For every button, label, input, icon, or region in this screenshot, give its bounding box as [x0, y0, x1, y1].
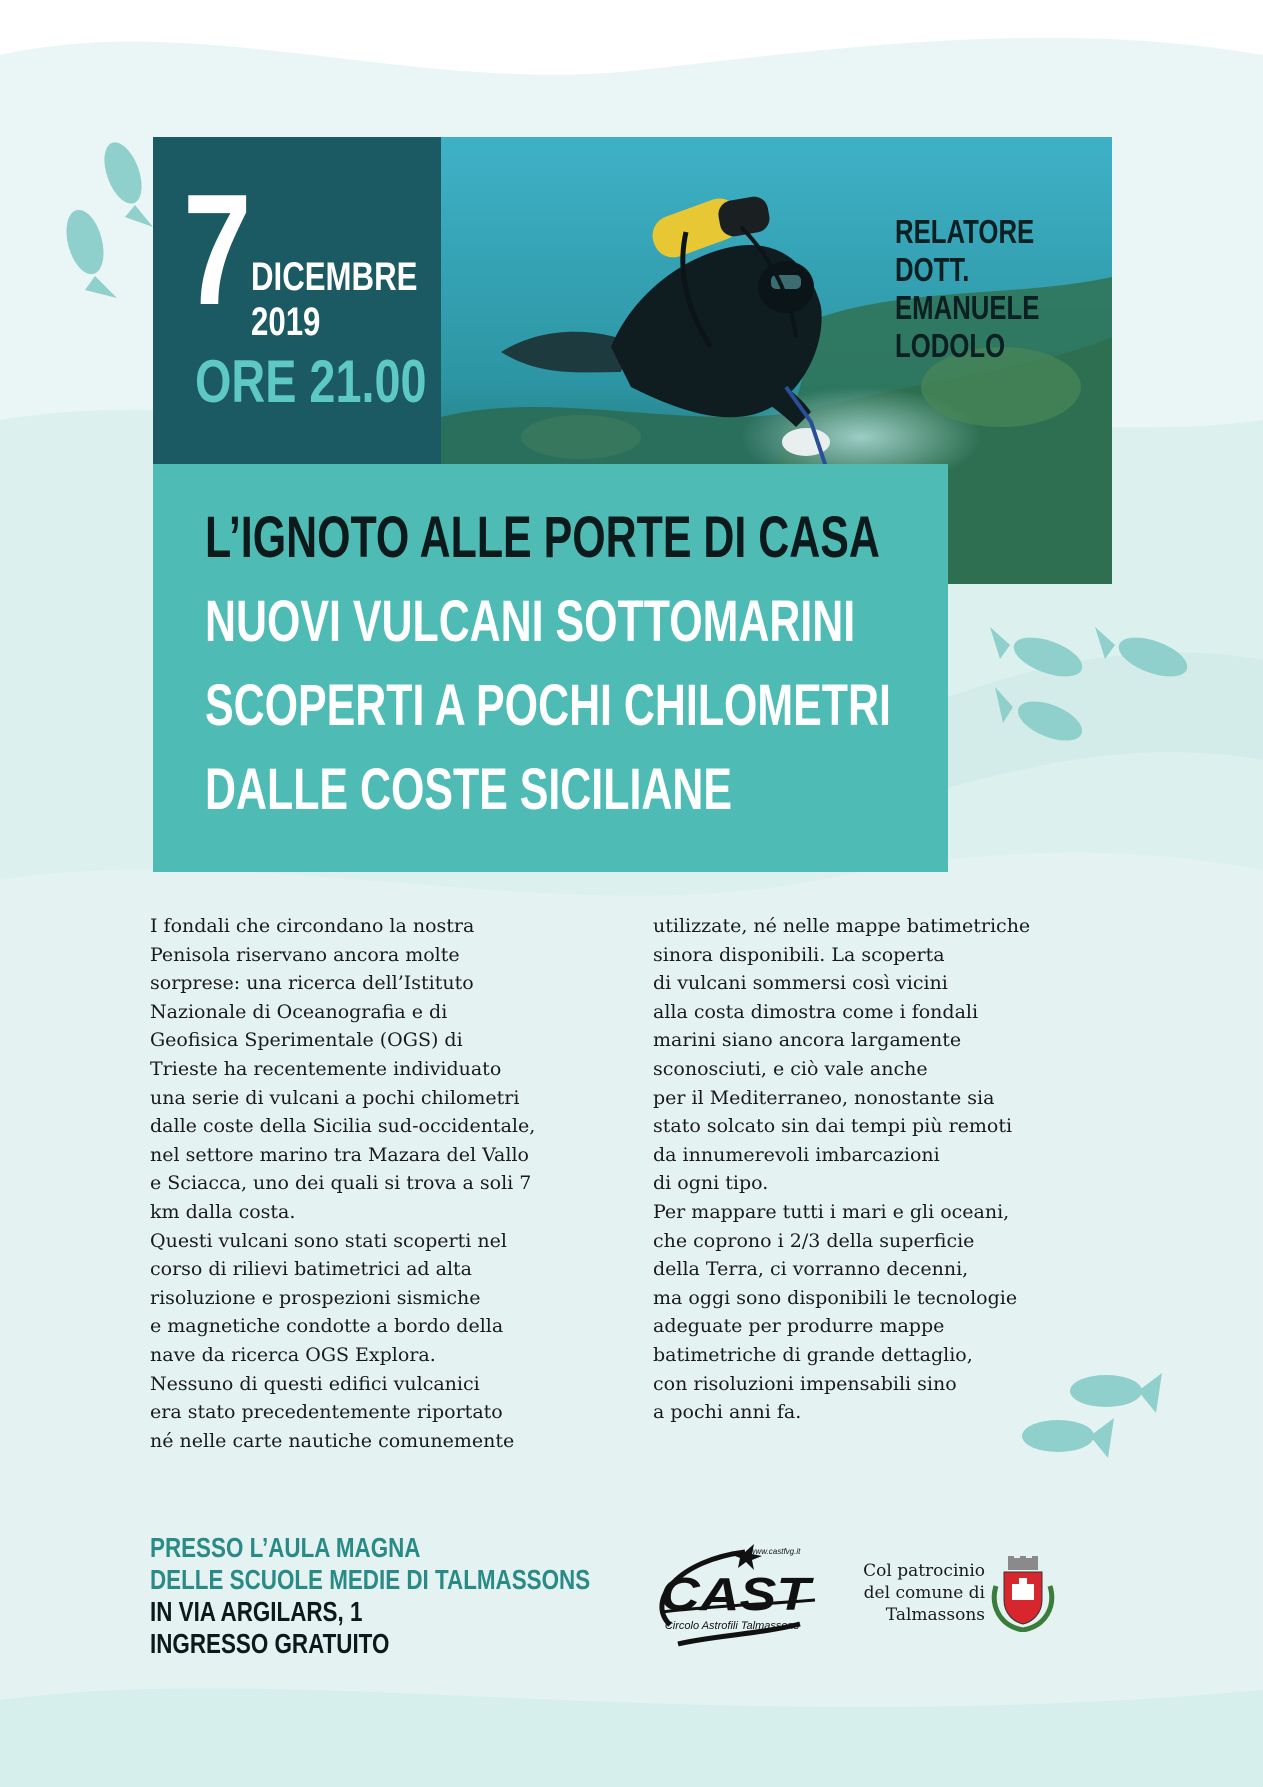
- text-line: con risoluzioni impensabili sino: [653, 1372, 957, 1395]
- text-line: stato solcato sin dai tempi più remoti: [653, 1115, 1013, 1138]
- speaker-title: DOTT.: [895, 251, 970, 288]
- text-line: nave da ricerca OGS Explora.: [150, 1343, 436, 1366]
- municipal-crest-icon: [990, 1556, 1056, 1632]
- text-line: sorprese: una ricerca dell’Istituto: [150, 972, 474, 995]
- cast-logo-url: www.castfvg.it: [749, 1547, 801, 1556]
- text-line: adeguate per produrre mappe: [653, 1315, 945, 1338]
- text-line: era stato precedentemente riportato: [150, 1401, 503, 1424]
- venue-info: [150, 1532, 590, 1660]
- subtitle-line-3: DALLE COSTE SICILIANE: [205, 757, 732, 822]
- venue-line-1: PRESSO L’AULA MAGNA: [150, 1532, 421, 1563]
- text-line: per il Mediterraneo, nonostante sia: [653, 1086, 995, 1109]
- text-line: che coprono i 2/3 della superficie: [653, 1229, 975, 1252]
- text-line: una serie di vulcani a pochi chilometri: [150, 1086, 520, 1109]
- text-line: Per mappare tutti i mari e gli oceani,: [653, 1200, 1010, 1223]
- title-panel: [153, 464, 948, 872]
- text-line: Questi vulcani sono stati scoperti nel: [150, 1229, 507, 1252]
- text-line: di ogni tipo.: [653, 1172, 769, 1195]
- text-line: Nessuno di questi edifici vulcanici: [150, 1372, 480, 1395]
- text-line: risoluzione e prospezioni sismiche: [150, 1286, 481, 1309]
- text-line: alla costa dimostra come i fondali: [653, 1000, 979, 1023]
- body-text-left: [150, 912, 590, 1455]
- event-day: 7: [183, 162, 252, 338]
- patronage-text: [855, 1560, 985, 1626]
- text-line: I fondali che circondano la nostra: [150, 915, 475, 937]
- cast-logo-tagline: Circolo Astrofili Talmassons: [664, 1620, 800, 1632]
- fish-icon: [990, 625, 1090, 685]
- event-time: ORE 21.00: [195, 348, 427, 415]
- speaker-info: [895, 213, 1039, 365]
- text-line: della Terra, ci vorranno decenni,: [653, 1258, 969, 1281]
- patronage-line-3: Talmassons: [885, 1605, 985, 1625]
- body-text-right: [653, 912, 1093, 1427]
- fish-icon: [55, 200, 120, 305]
- text-line: da innumerevoli imbarcazioni: [653, 1143, 940, 1166]
- text-line: corso di rilievi batimetrici ad alta: [150, 1258, 472, 1281]
- text-line: Penisola riservano ancora molte: [150, 943, 460, 966]
- text-line: di vulcani sommersi così vicini: [653, 972, 948, 995]
- text-line: dalle coste della Sicilia sud-occidentale,: [150, 1115, 536, 1138]
- venue-line-2: DELLE SCUOLE MEDIE DI TALMASSONS: [150, 1564, 591, 1595]
- text-line: né nelle carte nautiche comunemente: [150, 1429, 515, 1452]
- subtitle-line-2: SCOPERTI A POCHI CHILOMETRI: [205, 673, 891, 738]
- text-line: Geofisica Sperimentale (OGS) di: [150, 1029, 463, 1052]
- subtitle-line-1: NUOVI VULCANI SOTTOMARINI: [205, 589, 856, 654]
- event-year: 2019: [251, 300, 321, 344]
- text-line: km dalla costa.: [150, 1200, 296, 1223]
- text-line: sconosciuti, e ciò vale anche: [653, 1057, 928, 1080]
- date-panel: [153, 137, 441, 464]
- cast-logo-text: CAST: [660, 1568, 815, 1620]
- venue-entry: INGRESSO GRATUITO: [150, 1628, 390, 1659]
- patronage-line-2: del comune di: [863, 1583, 985, 1603]
- main-title: L’IGNOTO ALLE PORTE DI CASA: [205, 505, 880, 570]
- speaker-role: RELATORE: [895, 213, 1035, 250]
- cast-logo: [650, 1540, 820, 1650]
- venue-address: IN VIA ARGILARS, 1: [150, 1596, 363, 1627]
- event-month: DICEMBRE: [251, 255, 418, 299]
- fish-icon: [995, 685, 1090, 750]
- text-line: Trieste ha recentemente individuato: [150, 1057, 502, 1080]
- speaker-first-name: EMANUELE: [895, 289, 1040, 326]
- text-line: ma oggi sono disponibili le tecnologie: [653, 1286, 1018, 1309]
- text-line: e Sciacca, uno dei quali si trova a soli 7: [150, 1172, 532, 1195]
- speaker-last-name: LODOLO: [895, 327, 1006, 364]
- text-line: e magnetiche condotte a bordo della: [150, 1315, 504, 1338]
- text-line: batimetriche di grande dettaglio,: [653, 1343, 973, 1366]
- text-line: nel settore marino tra Mazara del Vallo: [150, 1143, 529, 1166]
- text-line: a pochi anni fa.: [653, 1401, 802, 1424]
- patronage-line-1: Col patrocinio: [863, 1561, 985, 1581]
- text-line: sinora disponibili. La scoperta: [653, 943, 945, 966]
- fish-icon: [1095, 625, 1195, 685]
- text-line: utilizzate, né nelle mappe batimetriche: [653, 915, 1031, 937]
- text-line: marini siano ancora largamente: [653, 1029, 962, 1052]
- text-line: Nazionale di Oceanografia e di: [150, 1000, 448, 1023]
